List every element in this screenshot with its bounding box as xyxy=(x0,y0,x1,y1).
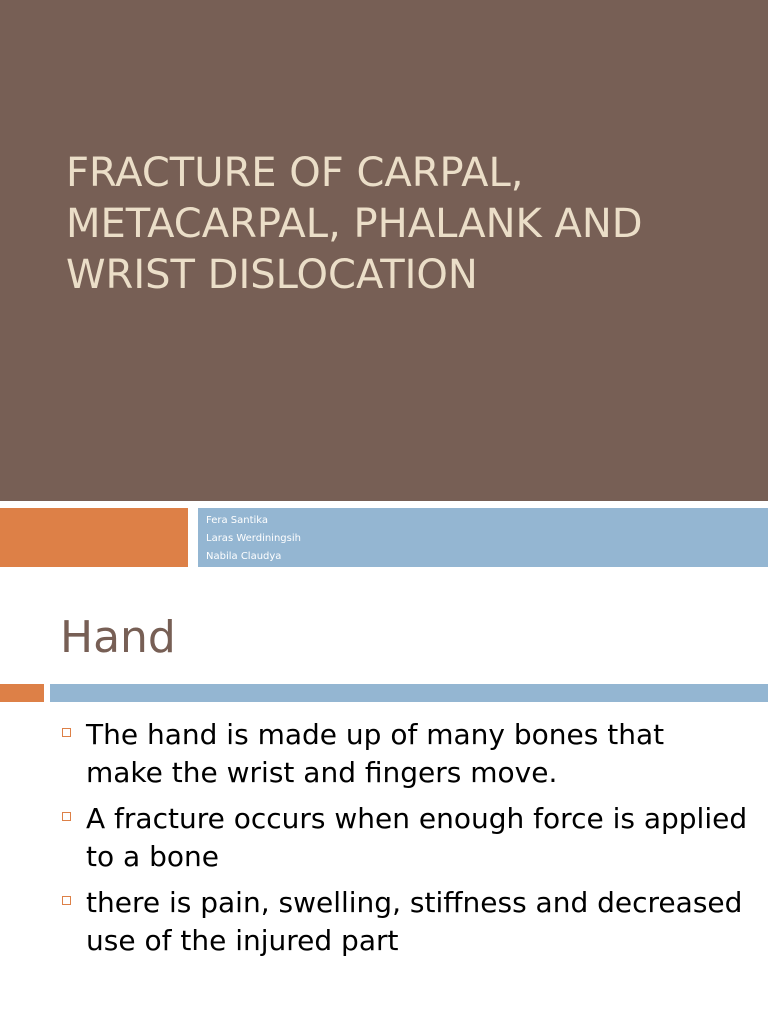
author-name: Nabila Claudya xyxy=(206,551,282,562)
bullet-list xyxy=(58,716,748,968)
author-name: Laras Werdiningsih xyxy=(206,533,301,544)
bullet-text: The hand is made up of many bones that make the wrist and fingers move. xyxy=(86,718,665,789)
slide-title: Hand xyxy=(60,612,176,663)
hollow-square-bullet-icon xyxy=(62,728,71,737)
bullet-text: A fracture occurs when enough force is applied to a bone xyxy=(86,802,748,873)
blue-accent-bar xyxy=(50,684,768,702)
bullet-item xyxy=(58,716,748,792)
presentation-title: FRACTURE OF CARPAL, METACARPAL, PHALANK AND WRIST DISLOCATION xyxy=(66,150,643,298)
author-list xyxy=(206,512,301,566)
bullet-item xyxy=(58,884,748,960)
bullet-text: there is pain, swelling, stiffness and decreased use of the injured part xyxy=(86,886,743,957)
orange-accent-bar xyxy=(0,508,188,567)
author-name: Fera Santika xyxy=(206,515,269,526)
bullet-item xyxy=(58,800,748,876)
orange-accent-bar xyxy=(0,684,44,702)
hollow-square-bullet-icon xyxy=(62,812,71,821)
hollow-square-bullet-icon xyxy=(62,896,71,905)
